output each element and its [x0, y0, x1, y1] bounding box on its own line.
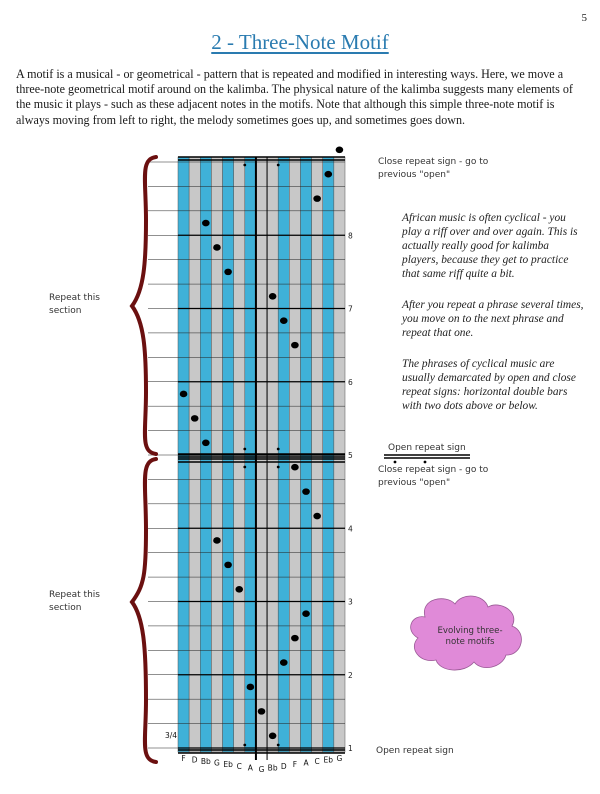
note-dot — [291, 635, 299, 642]
measure-number: 8 — [348, 231, 353, 241]
time-signature: 3/4 — [165, 731, 178, 740]
page-number: 5 — [581, 12, 587, 24]
tine-label: F — [181, 753, 186, 763]
repeat-label-top: Repeat this section — [49, 293, 100, 316]
note-dot — [302, 610, 310, 617]
repeat-dot — [277, 448, 280, 451]
repeat-dot — [277, 164, 280, 167]
tine-label: G — [336, 753, 343, 763]
open-repeat-sign-sample — [384, 455, 470, 463]
open-repeat-note-bottom: Open repeat sign — [376, 746, 454, 756]
tine-label: D — [191, 755, 198, 765]
note-dot — [180, 391, 188, 398]
repeat-brace-top — [132, 157, 156, 454]
intro-paragraph: A motif is a musical - or geometrical - pattern that is repeated and modified in interesting ways. Here, we move a three-note geometrical motif around on the kalimba. The physical nature of the kalimba suggests many elements of the music it plays - such as these adjacent notes in the motifs. Note that although this simple three-note motif is always moving from left to right, the melody sometimes goes up, and sometimes goes down. — [16, 67, 573, 127]
note-dot — [213, 244, 221, 251]
note-dot — [202, 439, 210, 446]
measure-number: 4 — [348, 524, 353, 534]
measure-numbers — [348, 231, 353, 753]
measure-number: 7 — [348, 304, 353, 314]
note-dot — [224, 562, 232, 569]
note-dot — [269, 732, 277, 739]
note-dot — [224, 269, 232, 276]
note-dot — [235, 586, 243, 593]
explanation-paragraph-2: After you repeat a phrase several times, you move on to the next phrase and repeat that one. — [402, 299, 584, 339]
note-dot — [191, 415, 199, 422]
explanation-paragraph-3: The phrases of cyclical music are usually demarcated by open and close repeat signs: horizontal double bars with two dots above or below. — [402, 358, 576, 412]
tine-label: G — [258, 765, 265, 774]
tine-label: A — [247, 763, 253, 773]
tine-label: C — [236, 761, 242, 771]
close-repeat-note-mid: Close repeat sign - go to previous "open" — [378, 465, 489, 488]
note-dot — [325, 171, 333, 178]
tine-label: Eb — [323, 755, 334, 765]
note-dot — [280, 659, 288, 666]
note-dot — [247, 684, 255, 691]
note-dot — [213, 537, 221, 544]
close-repeat-note-top: Close repeat sign - go to previous "open" — [378, 157, 489, 180]
measure-number: 2 — [348, 670, 353, 680]
repeat-dot — [277, 466, 280, 469]
note-dot — [291, 342, 299, 349]
note-dot — [302, 488, 310, 495]
tine-label: D — [280, 761, 287, 771]
measure-number: 5 — [348, 451, 353, 460]
repeat-dot — [243, 164, 246, 167]
note-dot — [202, 220, 210, 227]
note-dot — [269, 293, 277, 300]
repeat-dot — [277, 744, 280, 747]
measure-number: 3 — [348, 597, 353, 607]
tine-label: F — [292, 760, 298, 770]
open-repeat-note-mid: Open repeat sign — [388, 443, 466, 453]
note-dot — [336, 146, 344, 153]
note-dot — [291, 464, 299, 471]
explanation-paragraph-1: African music is often cyclical - you play a riff over and over again. This is actually really good for kalimba players, because they get to practice that same riff quite a bit. — [402, 212, 578, 280]
page-title: 2 - Three-Note Motif — [211, 30, 389, 54]
measure-number: 6 — [348, 377, 353, 387]
repeat-dot — [243, 744, 246, 747]
tine-label: A — [303, 758, 309, 768]
tine-label: G — [214, 758, 220, 768]
note-dot — [313, 195, 321, 202]
tine-label: Bb — [267, 763, 278, 773]
repeat-dot — [243, 466, 246, 469]
repeat-brace-bottom — [132, 459, 156, 762]
note-dot — [313, 513, 321, 520]
tine-label: Eb — [223, 760, 233, 770]
tine-label: Bb — [200, 757, 211, 766]
repeat-dot — [243, 448, 246, 451]
repeat-label-bottom: Repeat this section — [49, 590, 100, 613]
note-dot — [258, 708, 266, 715]
measure-number: 1 — [348, 744, 353, 753]
tine-label: C — [314, 757, 320, 766]
cloud-label: Evolving three-note motifs — [437, 626, 503, 647]
note-dot — [280, 317, 288, 324]
